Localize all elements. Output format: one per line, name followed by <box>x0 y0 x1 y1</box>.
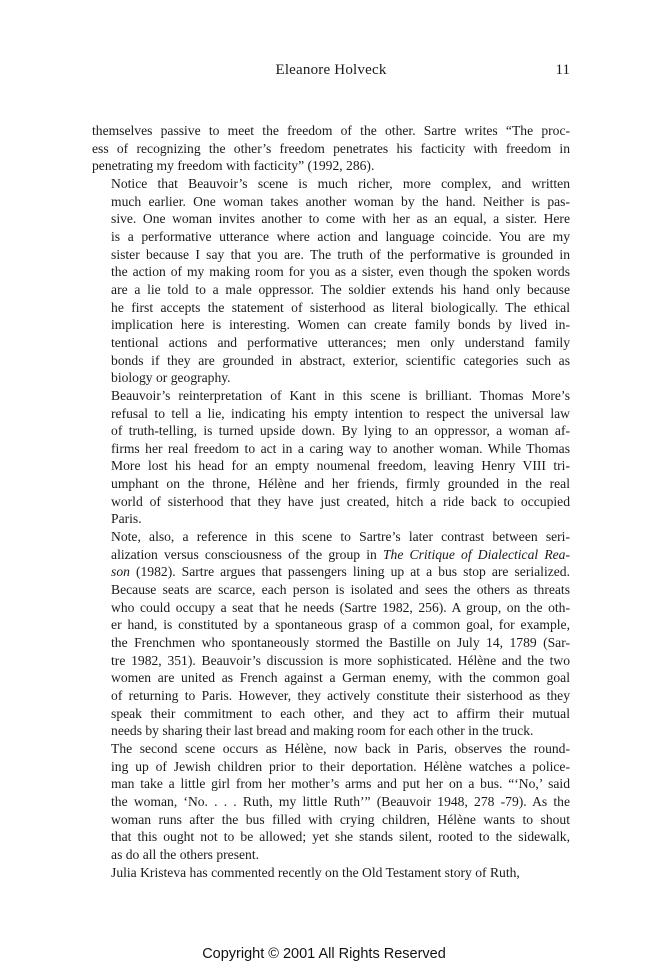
book-title: The Critique of Dialectical Rea- <box>382 546 570 562</box>
text-line: that this ought not to be allowed; yet she stands silent, rooted to the sidewalk, <box>111 829 570 845</box>
text-line: themselves passive to meet the freedom of the other. Sartre writes “The proc- <box>92 123 570 138</box>
text-line: of truth-telling, is turned upside down. By lying to an oppressor, a woman af- <box>111 423 570 439</box>
text-line: woman runs after the bus filled with crying children, Hélène wants to shout <box>111 811 570 827</box>
text-line: the Frenchmen who spontaneously stormed the Bastille on July 14, 1789 (Sar- <box>111 635 570 651</box>
paragraph <box>92 175 570 387</box>
text-line: as do all the others present. <box>111 846 260 862</box>
text-line: he first accepts the statement of sisterhood as literal biologically. The ethical <box>111 299 570 315</box>
text-line: Notice that Beauvoir’s scene is much richer, more complex, and written <box>111 175 570 191</box>
running-head: Eleanore Holveck <box>275 62 387 78</box>
text-line: biology or geography. <box>111 370 231 386</box>
book-title: son <box>111 564 130 580</box>
text-line: bonds if they are grounded in abstract, exterior, scientific categories such as <box>111 352 570 368</box>
paragraph <box>92 528 570 740</box>
text-line: Note, also, a reference in this scene to Sartre’s later contrast between seri- <box>111 529 570 545</box>
text-line: women are united as French against a German enemy, with the common goal <box>111 670 570 686</box>
paragraph <box>92 740 570 864</box>
body-text <box>92 122 570 881</box>
paragraph <box>92 864 570 882</box>
text-line: refusal to tell a lie, indicating his empty intention to respect the universal law <box>111 405 570 421</box>
text-line: needs by sharing their last bread and making room for each other in the truck. <box>111 723 534 739</box>
paragraph <box>92 122 570 175</box>
text-line: alization versus consciousness of the group in The Critique of Dialectical Rea- <box>111 546 570 562</box>
text-line: speak their commitment to each other, and they act to affirm their mutual <box>111 705 570 721</box>
text-line: Julia Kristeva has commented recently on the Old Testament story of Ruth, <box>111 864 520 880</box>
paragraph <box>92 387 570 528</box>
text-line: ing up of Jewish children prior to their deportation. Hélène watches a police- <box>111 758 570 774</box>
text-line: sister because I say that you are. The truth of the performative is grounded in <box>111 246 570 262</box>
page-number: 11 <box>555 62 570 78</box>
text-line: world of sisterhood that they have just created, hitch a ride back to occupied <box>111 493 570 509</box>
text-line: tentional actions and performative utterances; men only understand family <box>111 334 570 350</box>
text-line: implication here is interesting. Women can create family bonds by lived in- <box>111 317 570 333</box>
text-line: who could occupy a seat that he needs (Sartre 1982, 256). A group, on the oth- <box>111 599 570 615</box>
text-line: of returning to Paris. However, they actively constitute their sisterhood as they <box>111 688 570 703</box>
text-line: Paris. <box>111 511 142 527</box>
text-line: sive. One woman invites another to come with her as an equal, a sister. Here <box>111 211 570 227</box>
text-line: are a lie told to a male oppressor. The soldier extends his hand only because <box>111 281 570 297</box>
page-header <box>92 62 570 82</box>
text-line: much earlier. One woman takes another woman by the hand. Neither is pas- <box>111 193 570 209</box>
text-line: ess of recognizing the other’s freedom penetrates his facticity with freedom in <box>92 140 570 156</box>
text-line: the action of my making room for you as a sister, even though the spoken words <box>111 264 570 280</box>
text-line: man take a little girl from her mother’s arms and put her on a bus. “‘No,’ said <box>111 776 570 792</box>
text-line: More lost his head for an empty noumenal freedom, leaving Henry VIII tri- <box>111 458 570 474</box>
text-line: son (1982). Sartre argues that passengers lining up at a bus stop are serialized. <box>111 564 570 580</box>
text-line: Beauvoir’s reinterpretation of Kant in this scene is brilliant. Thomas More’s <box>111 387 570 403</box>
text-line: Because seats are scarce, each person is isolated and sees the others as threats <box>111 582 570 598</box>
text-line: tre 1982, 351). Beauvoir’s discussion is more sophisticated. Hélène and the two <box>111 652 570 668</box>
text-line: umphant on the throne, Hélène and her friends, firmly grounded in the real <box>111 476 570 492</box>
text-line: The second scene occurs as Hélène, now back in Paris, observes the round- <box>111 740 570 756</box>
text-line: is a performative utterance where action and language coincide. You are my <box>111 228 570 244</box>
text-line: firms her real freedom to act in a caring way to another woman. While Thomas <box>111 440 570 456</box>
text-line: the woman, ‘No. . . . Ruth, my little Ruth’” (Beauvoir 1948, 278 -79). As the <box>111 793 570 809</box>
copyright-footer: Copyright © 2001 All Rights Reserved <box>202 946 446 962</box>
text-line: penetrating my freedom with facticity” (1992, 286). <box>92 158 375 174</box>
text-line: er hand, is constituted by a spontaneous grasp of a common goal, for example, <box>111 617 570 633</box>
